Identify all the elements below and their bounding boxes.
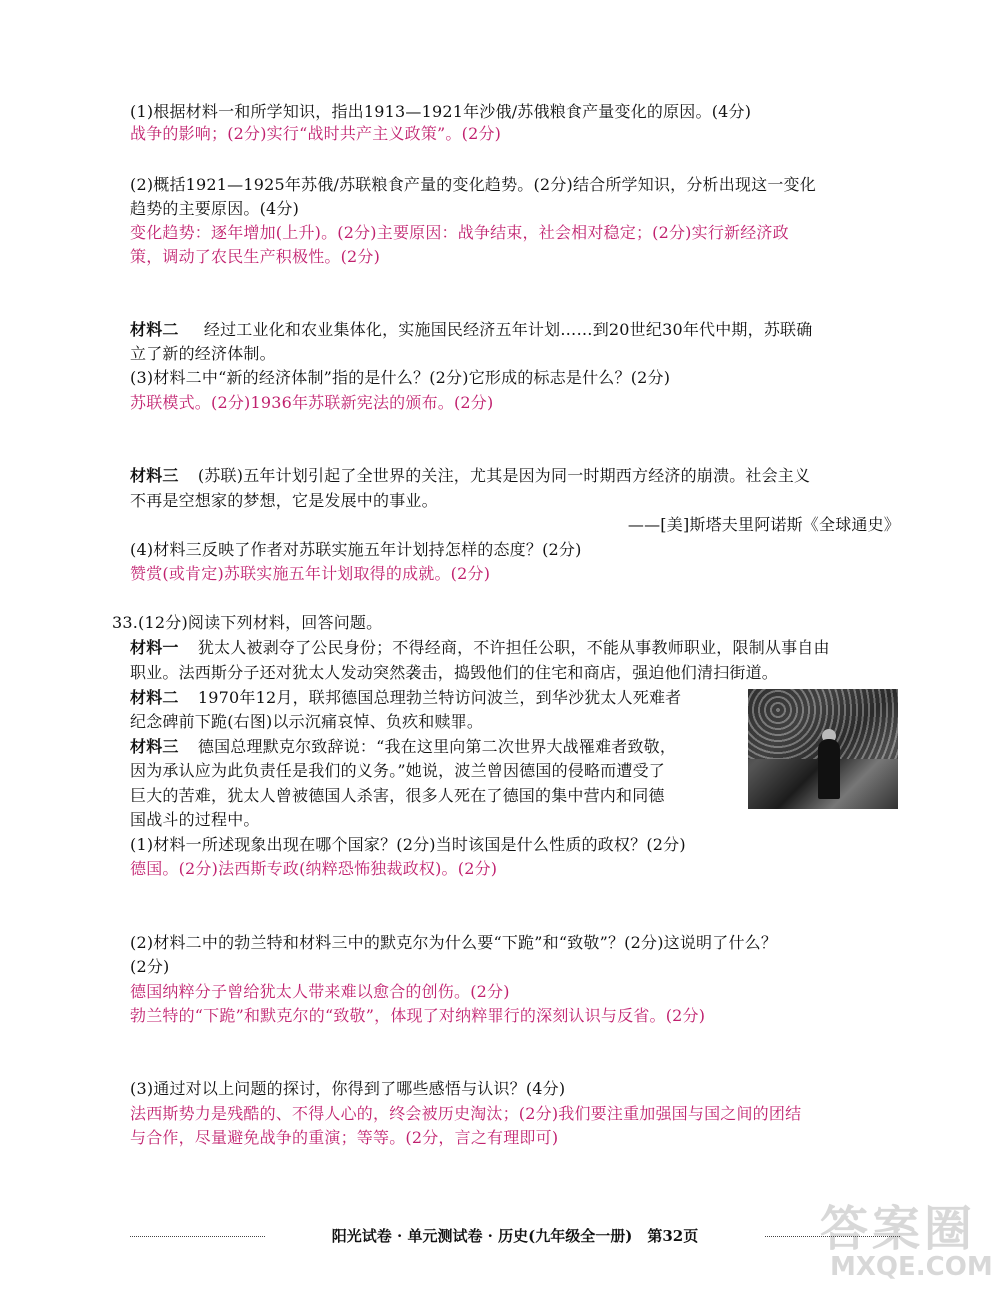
q33-question-2-line2: (2分) bbox=[130, 957, 170, 976]
q32-material-2-line1 bbox=[130, 319, 900, 341]
q32-answer-1: 战争的影响；(2分)实行“战时共产主义政策”。(2分) bbox=[130, 124, 502, 143]
q32-material-2-line2: 立了新的经济体制。 bbox=[130, 344, 276, 363]
q33-material-3-line1 bbox=[130, 736, 740, 758]
q33-answer-2-line1: 德国纳粹分子曾给犹太人带来难以愈合的创伤。(2分) bbox=[130, 982, 510, 1001]
q32-question-2-line2: 趋势的主要原因。(4分) bbox=[130, 199, 300, 218]
q33-answer-2-line2: 勃兰特的“下跪”和默克尔的“致敬”，体现了对纳粹罪行的深刻认识与反省。(2分) bbox=[130, 1006, 706, 1025]
footer-divider-left bbox=[130, 1236, 265, 1237]
material-text: 经过工业化和农业集体化，实施国民经济五年计划……到20世纪30年代中期，苏联确 bbox=[203, 320, 813, 339]
q33-material-3-line3: 巨大的苦难，犹太人曾被德国人杀害，很多人死在了德国的集中营内和同德 bbox=[130, 786, 665, 805]
material-text: 德国总理默克尔致辞说：“我在这里向第二次世界大战罹难者致敬， bbox=[197, 737, 677, 756]
kneeling-photo bbox=[748, 689, 898, 809]
photo-figure bbox=[818, 739, 840, 799]
watermark-url: MXQE.COM bbox=[830, 1252, 993, 1282]
q32-material-3-source: ——[美]斯塔夫里阿诺斯《全球通史》 bbox=[627, 515, 900, 534]
material-text: (苏联)五年计划引起了全世界的关注，尤其是因为同一时期西方经济的崩溃。社会主义 bbox=[197, 466, 811, 485]
material-text: 1970年12月，联邦德国总理勃兰特访问波兰，到华沙犹太人死难者 bbox=[197, 688, 682, 707]
material-label: 材料一 bbox=[130, 638, 179, 657]
q32-answer-2-line1: 变化趋势：逐年增加(上升)。(2分)主要原因：战争结束，社会相对稳定；(2分)实行新经济政 bbox=[130, 223, 789, 242]
q32-question-3: (3)材料二中“新的经济体制”指的是什么？(2分)它形成的标志是什么？(2分) bbox=[130, 368, 671, 387]
q33-material-1-line2: 职业。法西斯分子还对犹太人发动突然袭击，捣毁他们的住宅和商店，强迫他们清扫街道。 bbox=[130, 663, 779, 682]
q33-answer-3-line2: 与合作，尽量避免战争的重演；等等。(2分，言之有理即可) bbox=[130, 1128, 559, 1147]
material-label: 材料二 bbox=[130, 320, 179, 339]
q32-answer-4: 赞赏(或肯定)苏联实施五年计划取得的成就。(2分) bbox=[130, 564, 491, 583]
q33-material-3-line2: 因为承认应为此负责任是我们的义务。”她说，波兰曾因德国的侵略而遭受了 bbox=[130, 761, 665, 780]
q33-answer-1: 德国。(2分)法西斯专政(纳粹恐怖独裁政权)。(2分) bbox=[130, 859, 498, 878]
watermark-logo bbox=[820, 1190, 993, 1290]
material-label: 材料二 bbox=[130, 688, 179, 707]
q33-question-3: (3)通过对以上问题的探讨，你得到了哪些感悟与认识？(4分) bbox=[130, 1079, 566, 1098]
q32-material-3-line2: 不再是空想家的梦想，它是发展中的事业。 bbox=[130, 491, 438, 510]
q32-question-1: (1)根据材料一和所学知识，指出1913—1921年沙俄/苏俄粮食产量变化的原因。(4分) bbox=[130, 102, 752, 121]
q33-material-1-line1 bbox=[130, 637, 900, 659]
q33-question-1: (1)材料一所述现象出现在哪个国家？(2分)当时该国是什么性质的政权？(2分) bbox=[130, 835, 686, 854]
material-label: 材料三 bbox=[130, 737, 179, 756]
q32-question-2-line1: (2)概括1921—1925年苏俄/苏联粮食产量的变化趋势。(2分)结合所学知识，分析出现这一变化 bbox=[130, 175, 816, 194]
material-text: 犹太人被剥夺了公民身份；不得经商，不许担任公职，不能从事教师职业，限制从事自由 bbox=[197, 638, 830, 657]
q33-material-2-line1 bbox=[130, 687, 740, 709]
q32-question-4: (4)材料三反映了作者对苏联实施五年计划持怎样的态度？(2分) bbox=[130, 540, 582, 559]
q32-material-3-line1 bbox=[130, 465, 900, 487]
q32-answer-3: 苏联模式。(2分)1936年苏联新宪法的颁布。(2分) bbox=[130, 393, 494, 412]
q33-material-3-line4: 国战斗的过程中。 bbox=[130, 810, 260, 829]
page-footer bbox=[130, 1225, 900, 1247]
q32-answer-2-line2: 策，调动了农民生产积极性。(2分) bbox=[130, 247, 381, 266]
watermark-text: 答案圈 bbox=[820, 1201, 977, 1257]
q33-question-2-line1: (2)材料二中的勃兰特和材料三中的默克尔为什么要“下跪”和“致敬”？(2分)这说明了什么？ bbox=[130, 933, 778, 952]
footer-text: 阳光试卷 · 单元测试卷 · 历史(九年级全一册) 第32页 bbox=[331, 1227, 699, 1245]
q33-answer-3-line1: 法西斯势力是残酷的、不得人心的，终会被历史淘汰；(2分)我们要注重加强国与国之间的团结 bbox=[130, 1104, 802, 1123]
material-label: 材料三 bbox=[130, 466, 179, 485]
q33-header: 33.(12分)阅读下列材料，回答问题。 bbox=[112, 613, 383, 632]
q33-material-2-line2: 纪念碑前下跪(右图)以示沉痛哀悼、负疚和赎罪。 bbox=[130, 712, 484, 731]
